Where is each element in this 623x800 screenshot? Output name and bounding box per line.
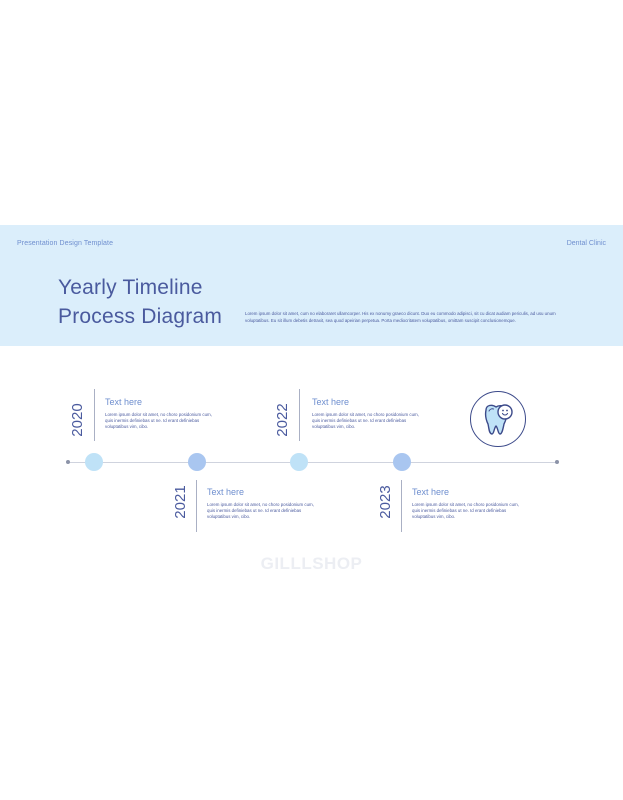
watermark: GILLLSHOP	[260, 554, 363, 573]
timeline-node-2022	[290, 453, 308, 471]
card-title-2021: Text here	[207, 487, 245, 497]
tooth-icon	[477, 398, 519, 440]
year-2023: 2023	[377, 485, 394, 519]
card-desc-2023: Lorem ipsum dolor sit amet, no choro posidonium cum, quis inermis definiebas ut ne. Id erant definiebas voluptatibus vim, cibo.	[412, 502, 519, 519]
clinic-label: Dental Clinic	[566, 240, 606, 247]
timeline-node-2021	[188, 453, 206, 471]
year-divider	[401, 480, 402, 532]
title-line-1: Yearly Timeline	[58, 276, 203, 299]
timeline-line	[68, 462, 558, 463]
title-line-2: Process Diagram	[58, 305, 223, 328]
card-desc-2020: Lorem ipsum dolor sit amet, no choro posidonium cum, quis inermis definiebas ut ne. Id erant definiebas voluptatibus vim, cibo.	[105, 412, 212, 429]
card-desc-2021: Lorem ipsum dolor sit amet, no choro posidonium cum, quis inermis definiebas ut ne. Id erant definiebas voluptatibus vim, cibo.	[207, 502, 314, 519]
timeline-node-2023	[393, 453, 411, 471]
template-label: Presentation Design Template	[17, 240, 114, 247]
title-description: Lorem ipsum dolor sit amet, cum no elaboraret ullamcorper. His ex nonumy graeco dicunt. Duo eu commodo adipisci, sit cu dicat audiam periculis, ad usu unum voluptatibus. Eu sit illum debetis detraxit, sea quod apeirian perpetua. Porta mediocritatem voluptatibus, omittam suscipit conclusionemque.	[245, 311, 556, 323]
year-2020: 2020	[69, 403, 86, 437]
card-title-2023: Text here	[412, 487, 450, 497]
timeline-start-dot	[66, 460, 70, 464]
year-divider	[299, 389, 300, 441]
year-2022: 2022	[274, 403, 291, 437]
timeline-node-2020	[85, 453, 103, 471]
card-title-2020: Text here	[105, 397, 143, 407]
tooth-icon-badge	[470, 391, 526, 447]
year-divider	[196, 480, 197, 532]
page-title	[58, 273, 222, 331]
card-desc-2022: Lorem ipsum dolor sit amet, no choro posidonium cum, quis inermis definiebas ut ne. Id erant definiebas voluptatibus vim, cibo.	[312, 412, 419, 429]
card-title-2022: Text here	[312, 397, 350, 407]
timeline-end-dot	[555, 460, 559, 464]
year-divider	[94, 389, 95, 441]
year-2021: 2021	[172, 485, 189, 519]
